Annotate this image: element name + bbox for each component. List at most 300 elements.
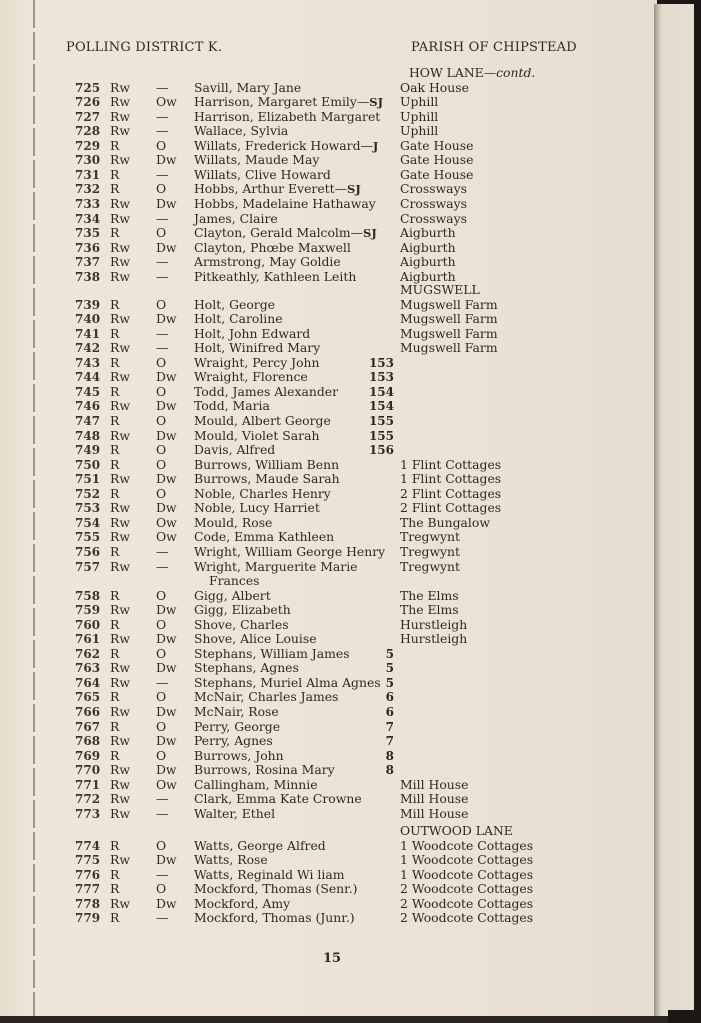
address: Uphill bbox=[400, 123, 439, 139]
elector-number: 768 bbox=[75, 734, 101, 748]
elector-number: 758 bbox=[75, 588, 101, 603]
elector-qualification: R bbox=[110, 354, 120, 370]
elector-qualification: Rw bbox=[110, 660, 130, 676]
elector-name: Hobbs, Arthur Everett— bbox=[194, 181, 348, 197]
elector-number: 731 bbox=[75, 167, 101, 182]
elector-number: 737 bbox=[75, 255, 101, 270]
address: Gate House bbox=[400, 152, 474, 168]
register-entry bbox=[0, 897, 654, 911]
house-number: 7 bbox=[385, 734, 394, 748]
elector-name: Burrows, Rosina Mary bbox=[194, 762, 335, 778]
elector-code: — bbox=[156, 674, 169, 690]
elector-qualification: R bbox=[110, 181, 120, 197]
background-edge bbox=[668, 1010, 701, 1023]
elector-name: Willats, Frederick Howard— bbox=[194, 137, 373, 153]
register-entry bbox=[0, 139, 654, 153]
elector-name-cell bbox=[194, 545, 385, 559]
elector-name-cell bbox=[194, 472, 340, 486]
address: Mugswell Farm bbox=[400, 296, 498, 312]
elector-code: Dw bbox=[156, 602, 177, 618]
address: Aigburth bbox=[400, 268, 456, 284]
address: Hurstleigh bbox=[400, 616, 468, 632]
elector-name-cell bbox=[194, 661, 299, 675]
elector-name: Hobbs, Madelaine Hathaway bbox=[194, 196, 376, 211]
elector-name: Gigg, Elizabeth bbox=[194, 602, 291, 618]
elector-qualification: Rw bbox=[110, 123, 130, 139]
elector-code: O bbox=[156, 881, 167, 897]
house-number: 5 bbox=[385, 646, 394, 661]
address: 2 Woodcote Cottages bbox=[400, 895, 534, 911]
elector-number: 773 bbox=[75, 806, 101, 821]
register-entry bbox=[0, 589, 654, 603]
elector-name: Wright, William George Henry bbox=[194, 543, 386, 559]
juror-mark: SJ bbox=[347, 182, 361, 197]
elector-name: Burrows, John bbox=[194, 747, 284, 763]
address: Oak House bbox=[400, 79, 469, 95]
house-number: 8 bbox=[385, 748, 394, 763]
house-number: 154 bbox=[368, 399, 394, 414]
address: Hurstleigh bbox=[400, 631, 468, 647]
elector-name: Holt, Caroline bbox=[194, 311, 283, 327]
elector-number: 779 bbox=[75, 911, 101, 926]
elector-number: 742 bbox=[75, 341, 101, 356]
elector-qualification: R bbox=[110, 866, 120, 882]
address: 2 Woodcote Cottages bbox=[400, 910, 534, 926]
register-entry bbox=[0, 270, 654, 284]
elector-qualification: Rw bbox=[110, 311, 130, 327]
elector-number: 777 bbox=[75, 882, 101, 897]
elector-name: Willats, Clive Howard bbox=[194, 166, 331, 182]
house-number: 155 bbox=[368, 428, 394, 443]
elector-qualification: R bbox=[110, 456, 120, 472]
elector-qualification: Rw bbox=[110, 733, 130, 748]
address: Tregwynt bbox=[400, 543, 461, 559]
house-number: 6 bbox=[385, 704, 394, 719]
background-edge bbox=[0, 1016, 701, 1023]
elector-name: Davis, Alfred bbox=[194, 442, 276, 458]
address: Mill House bbox=[400, 791, 469, 807]
elector-name-cell bbox=[194, 356, 320, 370]
elector-name: Watts, Rose bbox=[194, 852, 268, 868]
elector-number: 770 bbox=[75, 763, 101, 778]
elector-name: Mockford, Amy bbox=[194, 895, 291, 911]
address: Tregwynt bbox=[400, 558, 461, 574]
elector-name-cell bbox=[194, 341, 320, 355]
elector-code: O bbox=[156, 485, 167, 501]
register-entry bbox=[0, 298, 654, 312]
elector-name-cell bbox=[194, 705, 279, 719]
elector-number: 776 bbox=[75, 867, 101, 882]
elector-qualification: R bbox=[110, 413, 120, 428]
elector-name: Code, Emma Kathleen bbox=[194, 529, 335, 545]
elector-code: O bbox=[156, 616, 167, 632]
elector-code: Dw bbox=[156, 852, 177, 868]
elector-name: Harrison, Elizabeth Margaret bbox=[194, 108, 381, 124]
address: Aigburth bbox=[400, 254, 456, 270]
elector-name-cell bbox=[194, 399, 270, 413]
elector-name: Wraight, Florence bbox=[194, 369, 308, 385]
elector-code: O bbox=[156, 587, 167, 603]
elector-qualification: Rw bbox=[110, 602, 130, 618]
elector-name: Mould, Albert George bbox=[194, 413, 331, 428]
elector-qualification: Rw bbox=[110, 268, 130, 284]
elector-name-cell bbox=[194, 241, 351, 255]
elector-qualification: Rw bbox=[110, 79, 130, 95]
elector-number: 765 bbox=[75, 690, 101, 705]
elector-name-cell bbox=[194, 911, 355, 925]
elector-code: Ow bbox=[156, 776, 177, 792]
elector-number: 775 bbox=[75, 853, 101, 868]
elector-qualification: Rw bbox=[110, 427, 130, 443]
register-entry bbox=[0, 792, 654, 806]
register-entry bbox=[0, 560, 654, 574]
elector-name-cell bbox=[194, 690, 338, 704]
elector-name-cell bbox=[194, 530, 334, 544]
elector-name-cell bbox=[194, 868, 344, 882]
elector-number: 729 bbox=[75, 138, 101, 153]
elector-name-cell bbox=[194, 501, 320, 515]
house-number: 5 bbox=[385, 661, 394, 676]
elector-qualification: R bbox=[110, 645, 120, 661]
elector-code: — bbox=[156, 108, 169, 124]
elector-code: Dw bbox=[156, 660, 177, 676]
address: Aigburth bbox=[400, 239, 456, 255]
elector-number: 747 bbox=[75, 414, 101, 428]
elector-qualification: Rw bbox=[110, 895, 130, 911]
elector-code: Dw bbox=[156, 631, 177, 647]
address: Tregwynt bbox=[400, 529, 461, 545]
elector-name-cell bbox=[194, 124, 288, 138]
elector-code: O bbox=[156, 181, 167, 197]
register-entry bbox=[0, 197, 654, 211]
register-entry bbox=[0, 749, 654, 763]
street-name: OUTWOOD LANE bbox=[400, 823, 513, 838]
elector-name: Todd, James Alexander bbox=[194, 383, 339, 399]
house-number: 7 bbox=[385, 719, 394, 734]
elector-name: Watts, George Alfred bbox=[194, 837, 326, 853]
street-contd: —contd. bbox=[483, 65, 536, 80]
elector-name-cell bbox=[194, 720, 280, 734]
register-entry bbox=[0, 501, 654, 515]
elector-name-cell bbox=[194, 370, 308, 384]
elector-name: Mould, Violet Sarah bbox=[194, 427, 320, 443]
elector-code: O bbox=[156, 383, 167, 399]
elector-name: Burrows, William Benn bbox=[194, 456, 340, 472]
elector-code: O bbox=[156, 225, 167, 241]
house-number: 6 bbox=[385, 690, 394, 705]
elector-qualification: R bbox=[110, 383, 120, 399]
register-entry bbox=[0, 882, 654, 896]
elector-name-cell bbox=[194, 839, 326, 853]
address: 1 Woodcote Cottages bbox=[400, 866, 534, 882]
elector-number: 736 bbox=[75, 240, 101, 255]
address: Crossways bbox=[400, 196, 467, 211]
elector-qualification: Rw bbox=[110, 558, 130, 574]
elector-code: O bbox=[156, 137, 167, 153]
street-name: MUGSWELL bbox=[400, 282, 480, 297]
elector-name: Mockford, Thomas (Junr.) bbox=[194, 910, 355, 926]
elector-qualification: Rw bbox=[110, 762, 130, 778]
elector-number: 743 bbox=[75, 355, 101, 370]
elector-number: 738 bbox=[75, 269, 101, 284]
register-entry bbox=[0, 690, 654, 704]
elector-name-cell bbox=[194, 792, 362, 806]
elector-qualification: Rw bbox=[110, 369, 130, 385]
elector-qualification: Rw bbox=[110, 239, 130, 255]
elector-name-cell bbox=[194, 763, 335, 777]
elector-code: — bbox=[156, 254, 169, 270]
elector-code: — bbox=[156, 866, 169, 882]
elector-name: Clayton, Phœbe Maxwell bbox=[194, 239, 351, 255]
elector-name-cell bbox=[194, 560, 358, 574]
elector-name-cell bbox=[194, 414, 331, 428]
elector-code: Dw bbox=[156, 762, 177, 778]
elector-name-cell bbox=[194, 139, 378, 153]
elector-number: 767 bbox=[75, 719, 101, 734]
elector-code: O bbox=[156, 296, 167, 312]
elector-number: 750 bbox=[75, 457, 101, 472]
address: 2 Flint Cottages bbox=[400, 485, 502, 501]
elector-qualification: Rw bbox=[110, 805, 130, 821]
register-entry bbox=[0, 241, 654, 255]
address: The Elms bbox=[400, 587, 459, 603]
elector-name: Gigg, Albert bbox=[194, 587, 271, 603]
elector-qualification: Rw bbox=[110, 340, 130, 356]
elector-code: Dw bbox=[156, 196, 177, 211]
elector-name-cell bbox=[194, 618, 289, 632]
house-number: 153 bbox=[368, 355, 394, 370]
register-entry bbox=[0, 545, 654, 559]
register-entry bbox=[0, 647, 654, 661]
elector-name-cell bbox=[194, 95, 383, 109]
elector-name: Perry, Agnes bbox=[194, 733, 273, 748]
elector-code: O bbox=[156, 747, 167, 763]
house-number: 153 bbox=[368, 370, 394, 385]
address: 2 Flint Cottages bbox=[400, 500, 502, 516]
elector-name-cell bbox=[194, 298, 275, 312]
register-entry bbox=[0, 255, 654, 269]
elector-name: Holt, Winifred Mary bbox=[194, 340, 321, 356]
register-entry bbox=[0, 487, 654, 501]
elector-qualification: Rw bbox=[110, 210, 130, 226]
elector-name-cell bbox=[194, 647, 350, 661]
elector-number: 741 bbox=[75, 326, 101, 341]
elector-name-cell bbox=[194, 853, 268, 867]
elector-qualification: Rw bbox=[110, 398, 130, 414]
elector-qualification: Rw bbox=[110, 500, 130, 516]
elector-qualification: Rw bbox=[110, 196, 130, 211]
elector-code: Dw bbox=[156, 703, 177, 719]
elector-qualification: R bbox=[110, 543, 120, 559]
register-entry bbox=[0, 110, 654, 124]
elector-code: O bbox=[156, 456, 167, 472]
elector-qualification: R bbox=[110, 718, 120, 734]
address: Uphill bbox=[400, 94, 439, 110]
elector-code: O bbox=[156, 413, 167, 428]
elector-qualification: Rw bbox=[110, 631, 130, 647]
elector-name: Wraight, Percy John bbox=[194, 354, 320, 370]
elector-qualification: R bbox=[110, 225, 120, 241]
house-number: 8 bbox=[385, 763, 394, 778]
elector-code: Ow bbox=[156, 94, 177, 110]
elector-name: Noble, Lucy Harriet bbox=[194, 500, 320, 516]
register-entry bbox=[0, 226, 654, 240]
register-entry bbox=[0, 399, 654, 413]
address: 1 Flint Cottages bbox=[400, 471, 502, 487]
register-entry bbox=[0, 853, 654, 867]
address: 1 Woodcote Cottages bbox=[400, 837, 534, 853]
elector-name-cell bbox=[194, 603, 291, 617]
elector-qualification: Rw bbox=[110, 108, 130, 124]
elector-number: 764 bbox=[75, 675, 101, 690]
elector-name: Clark, Emma Kate Crowne bbox=[194, 791, 362, 807]
elector-qualification: R bbox=[110, 166, 120, 182]
register-entry bbox=[0, 81, 654, 95]
elector-number: 726 bbox=[75, 95, 101, 110]
address: Mill House bbox=[400, 805, 469, 821]
elector-name: McNair, Charles James bbox=[194, 689, 339, 705]
elector-number: 730 bbox=[75, 153, 101, 168]
header-parish: PARISH OF CHIPSTEAD bbox=[411, 40, 577, 55]
street-name: HOW LANE bbox=[409, 65, 484, 80]
address: Mugswell Farm bbox=[400, 325, 498, 341]
register-entry bbox=[0, 414, 654, 428]
elector-code: — bbox=[156, 791, 169, 807]
register-entry bbox=[0, 763, 654, 777]
elector-number: 739 bbox=[75, 297, 101, 312]
elector-name: Stephans, Agnes bbox=[194, 660, 299, 676]
elector-name-cell bbox=[194, 226, 377, 240]
house-number: 156 bbox=[368, 443, 394, 458]
elector-qualification: Rw bbox=[110, 514, 130, 530]
elector-code: Dw bbox=[156, 311, 177, 327]
elector-code: — bbox=[156, 910, 169, 926]
elector-number: 746 bbox=[75, 399, 101, 414]
elector-number: 778 bbox=[75, 896, 101, 911]
address: Crossways bbox=[400, 210, 467, 226]
street-heading bbox=[400, 824, 513, 838]
elector-name: Savill, Mary Jane bbox=[194, 79, 302, 95]
register-entry bbox=[0, 370, 654, 384]
elector-name: Mould, Rose bbox=[194, 514, 273, 530]
elector-qualification: Rw bbox=[110, 703, 130, 719]
elector-number: 745 bbox=[75, 384, 101, 399]
elector-number: 759 bbox=[75, 603, 101, 618]
address: Gate House bbox=[400, 137, 474, 153]
register-entry bbox=[0, 312, 654, 326]
elector-name: James, Claire bbox=[194, 210, 278, 226]
elector-number: 763 bbox=[75, 661, 101, 676]
elector-code: — bbox=[156, 325, 169, 341]
register-entry bbox=[0, 356, 654, 370]
address: Uphill bbox=[400, 108, 439, 124]
elector-qualification: Rw bbox=[110, 852, 130, 868]
elector-name-cell bbox=[194, 270, 356, 284]
elector-name: Burrows, Maude Sarah bbox=[194, 471, 340, 487]
elector-code: Dw bbox=[156, 733, 177, 748]
elector-number: 769 bbox=[75, 748, 101, 763]
address: The Bungalow bbox=[400, 514, 490, 530]
elector-name-cell bbox=[194, 429, 319, 443]
house-number: 155 bbox=[368, 414, 394, 428]
address: Gate House bbox=[400, 166, 474, 182]
elector-name-cell bbox=[194, 516, 272, 530]
elector-number: 766 bbox=[75, 704, 101, 719]
elector-name: Shove, Charles bbox=[194, 616, 289, 632]
elector-name-cell bbox=[194, 197, 376, 211]
elector-number: 755 bbox=[75, 530, 101, 545]
elector-number: 725 bbox=[75, 80, 101, 95]
elector-code: Dw bbox=[156, 471, 177, 487]
elector-qualification: Rw bbox=[110, 471, 130, 487]
elector-code: Ow bbox=[156, 529, 177, 545]
elector-name-cell bbox=[194, 327, 310, 341]
register-entry bbox=[0, 705, 654, 719]
elector-code: Dw bbox=[156, 369, 177, 385]
register-entry bbox=[0, 734, 654, 748]
elector-name-cell bbox=[194, 312, 283, 326]
elector-name: Noble, Charles Henry bbox=[194, 485, 331, 501]
register-entry bbox=[0, 153, 654, 167]
register-entry bbox=[0, 516, 654, 530]
elector-code: — bbox=[156, 166, 169, 182]
elector-code: O bbox=[156, 442, 167, 458]
elector-number: 762 bbox=[75, 646, 101, 661]
register-entry bbox=[0, 911, 654, 925]
background-edge bbox=[694, 0, 701, 1023]
elector-name: Walter, Ethel bbox=[194, 805, 276, 821]
elector-name: Holt, George bbox=[194, 296, 275, 312]
elector-name-cell bbox=[194, 168, 331, 182]
street-heading bbox=[400, 283, 480, 297]
elector-qualification: Rw bbox=[110, 776, 130, 792]
elector-number: 735 bbox=[75, 226, 101, 241]
elector-name-cell bbox=[194, 487, 331, 501]
elector-name: Stephans, Muriel Alma Agnes bbox=[194, 674, 381, 690]
elector-name: Wright, Marguerite Marie bbox=[194, 558, 358, 574]
address: 1 Flint Cottages bbox=[400, 456, 502, 472]
elector-qualification: R bbox=[110, 616, 120, 632]
register-entry bbox=[0, 443, 654, 457]
elector-qualification: Rw bbox=[110, 791, 130, 807]
elector-qualification: R bbox=[110, 587, 120, 603]
elector-code: O bbox=[156, 689, 167, 705]
elector-name: Todd, Maria bbox=[194, 398, 270, 414]
elector-qualification: R bbox=[110, 837, 120, 853]
elector-qualification: R bbox=[110, 296, 120, 312]
elector-number: 753 bbox=[75, 501, 101, 516]
elector-code: — bbox=[156, 210, 169, 226]
address: Mugswell Farm bbox=[400, 340, 498, 356]
elector-name-cell bbox=[194, 807, 275, 821]
elector-number: 757 bbox=[75, 559, 101, 574]
register-entry bbox=[0, 603, 654, 617]
register-entry bbox=[0, 182, 654, 196]
elector-number: 751 bbox=[75, 472, 101, 487]
register-entry bbox=[0, 868, 654, 882]
register-entry bbox=[0, 661, 654, 675]
address: 1 Woodcote Cottages bbox=[400, 852, 534, 868]
elector-code: Ow bbox=[156, 514, 177, 530]
register-entry bbox=[0, 472, 654, 486]
elector-name-cell bbox=[194, 81, 301, 95]
elector-code: Dw bbox=[156, 152, 177, 168]
next-page-edge bbox=[654, 4, 694, 1016]
house-number: 5 bbox=[385, 675, 394, 690]
elector-code: Dw bbox=[156, 500, 177, 516]
elector-qualification: R bbox=[110, 137, 120, 153]
elector-name: Perry, George bbox=[194, 718, 281, 734]
